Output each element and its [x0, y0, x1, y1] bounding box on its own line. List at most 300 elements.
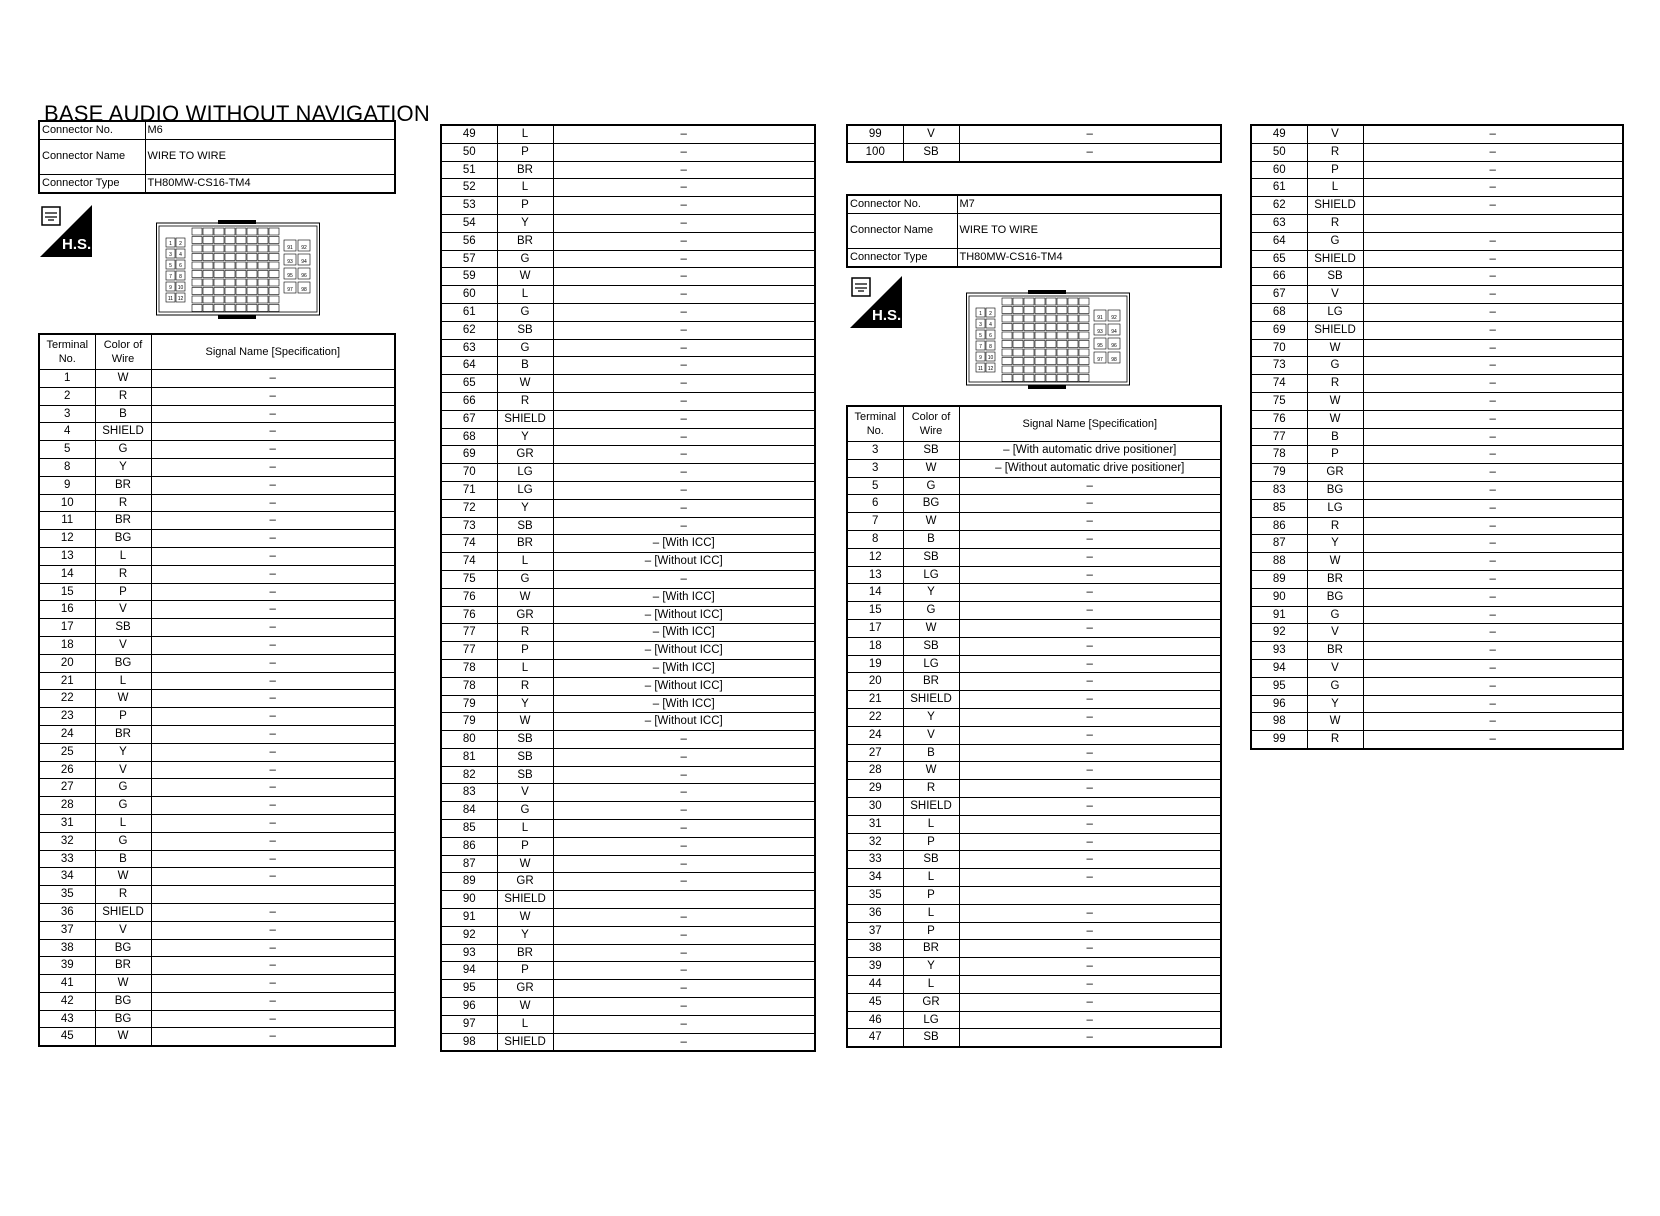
cavity	[1068, 349, 1078, 356]
table-row	[847, 744, 1221, 762]
terminal-no-cell: 17	[39, 619, 95, 637]
wire-color-cell: L	[497, 179, 553, 197]
wire-color-cell: V	[95, 601, 151, 619]
wire-color-cell: SHIELD	[1307, 197, 1363, 215]
signal-name-cell: –	[151, 814, 395, 832]
table-row	[847, 495, 1221, 513]
cavity	[1013, 358, 1023, 365]
cavity	[247, 279, 257, 286]
terminal-no-cell: 21	[847, 691, 903, 709]
cavity-label: 96	[1111, 343, 1117, 349]
wire-color-cell: L	[903, 869, 959, 887]
wire-color-cell: BR	[95, 512, 151, 530]
terminal-no-cell: 79	[441, 695, 497, 713]
terminal-no-cell: 99	[847, 125, 903, 143]
cavity-label: 9	[169, 285, 172, 291]
wire-color-cell: L	[497, 553, 553, 571]
m7-connector-name-row	[847, 213, 1221, 248]
cavity-label: 3	[979, 322, 982, 328]
table-row	[1251, 446, 1623, 464]
terminal-no-cell: 15	[39, 583, 95, 601]
signal-name-cell: –	[151, 939, 395, 957]
terminal-no-cell: 90	[441, 891, 497, 909]
table-row	[847, 815, 1221, 833]
cavity	[1079, 358, 1089, 365]
signal-name-cell: –	[151, 565, 395, 583]
table-row	[847, 143, 1221, 161]
terminal-no-cell: 61	[441, 303, 497, 321]
signal-name-cell: –	[1363, 606, 1623, 624]
table-row	[441, 962, 815, 980]
terminal-no-cell: 65	[1251, 250, 1307, 268]
signal-name-cell: –	[1363, 321, 1623, 339]
hs-badge-text: H.S.	[62, 236, 92, 253]
signal-name-cell: – [With automatic drive positioner]	[959, 442, 1221, 460]
table-row	[847, 477, 1221, 495]
terminal-no-cell: 3	[847, 442, 903, 460]
signal-name-cell: –	[1363, 446, 1623, 464]
cavity	[203, 305, 213, 312]
signal-name-cell: –	[1363, 125, 1623, 143]
cavity-label: 6	[179, 263, 182, 269]
terminal-no-cell: 3	[847, 459, 903, 477]
cavity-label: 94	[301, 259, 307, 265]
terminal-no-cell: 25	[39, 743, 95, 761]
terminal-no-cell: 76	[1251, 410, 1307, 428]
signal-name-cell: –	[151, 672, 395, 690]
table-row	[39, 1028, 395, 1046]
m6-connector-name-value: WIRE TO WIRE	[145, 139, 395, 174]
table-row	[441, 980, 815, 998]
table-row	[1251, 570, 1623, 588]
terminal-no-cell: 98	[1251, 713, 1307, 731]
terminal-no-cell: 1	[39, 370, 95, 388]
signal-name-cell: – [Without ICC]	[553, 713, 815, 731]
cavity-label: 9	[979, 355, 982, 361]
table-row	[441, 535, 815, 553]
terminal-no-header: Terminal No.	[847, 406, 903, 442]
terminal-no-cell: 74	[441, 553, 497, 571]
wire-color-cell: R	[95, 565, 151, 583]
cavity	[1002, 375, 1012, 382]
cavity	[258, 296, 268, 303]
signal-name-cell: –	[959, 726, 1221, 744]
table-row	[1251, 428, 1623, 446]
wire-color-cell: SHIELD	[95, 423, 151, 441]
m6-connector-no-value: M6	[145, 121, 395, 139]
table-row	[39, 370, 395, 388]
cavity-label: 92	[301, 245, 307, 251]
table-row	[39, 868, 395, 886]
cavity	[247, 245, 257, 252]
wire-color-cell: BR	[1307, 642, 1363, 660]
cavity	[269, 228, 279, 235]
signal-name-cell: –	[959, 637, 1221, 655]
terminal-no-cell: 67	[441, 410, 497, 428]
wire-color-cell: P	[497, 962, 553, 980]
terminal-no-cell: 86	[1251, 517, 1307, 535]
signal-name-cell: –	[553, 481, 815, 499]
cavity	[1046, 298, 1056, 305]
signal-name-cell: –	[1363, 339, 1623, 357]
wire-color-cell: BR	[497, 944, 553, 962]
wire-color-cell: SHIELD	[497, 1033, 553, 1051]
cavity	[247, 228, 257, 235]
wire-color-cell: GR	[497, 446, 553, 464]
cavity-label: 10	[987, 355, 994, 361]
signal-name-cell: –	[151, 530, 395, 548]
cavity	[1068, 315, 1078, 322]
table-row	[1251, 250, 1623, 268]
table-row	[441, 464, 815, 482]
wire-color-cell: W	[95, 690, 151, 708]
m6-terminal-table-3	[846, 124, 1222, 163]
cavity	[1002, 315, 1012, 322]
cavity	[192, 271, 202, 278]
cavity	[1046, 341, 1056, 348]
terminal-no-cell: 5	[847, 477, 903, 495]
cavity	[1024, 332, 1034, 339]
terminal-no-cell: 57	[441, 250, 497, 268]
m6-connector-type-value: TH80MW-CS16-TM4	[145, 174, 395, 192]
terminal-no-cell: 3	[39, 405, 95, 423]
table-row	[441, 197, 815, 215]
wire-color-cell: G	[95, 779, 151, 797]
terminal-no-cell: 9	[39, 476, 95, 494]
terminal-no-cell: 22	[847, 708, 903, 726]
table-row	[39, 832, 395, 850]
table-row	[847, 833, 1221, 851]
signal-name-cell: –	[959, 993, 1221, 1011]
signal-name-cell: –	[151, 601, 395, 619]
terminal-no-cell: 20	[39, 654, 95, 672]
wire-color-cell: LG	[497, 464, 553, 482]
table-row	[441, 588, 815, 606]
terminal-no-cell: 99	[1251, 731, 1307, 749]
signal-name-cell: –	[959, 495, 1221, 513]
wire-color-cell: L	[497, 820, 553, 838]
wire-color-cell: R	[95, 494, 151, 512]
wire-color-cell: SHIELD	[497, 891, 553, 909]
terminal-no-cell: 50	[1251, 143, 1307, 161]
table-row	[1251, 179, 1623, 197]
table-row	[1251, 713, 1623, 731]
terminal-no-cell: 33	[847, 851, 903, 869]
m7-connector-face-icon	[966, 290, 1130, 390]
table-row	[847, 1029, 1221, 1047]
connector-no-label: Connector No.	[39, 121, 145, 139]
cavity	[1013, 324, 1023, 331]
wire-color-cell: L	[497, 659, 553, 677]
wire-color-cell: SB	[903, 442, 959, 460]
cavity-label: 7	[979, 344, 982, 350]
terminal-no-cell: 37	[847, 922, 903, 940]
wire-color-cell: P	[497, 143, 553, 161]
signal-name-cell: –	[553, 428, 815, 446]
wire-color-cell: L	[497, 1015, 553, 1033]
table-row	[39, 565, 395, 583]
terminal-no-cell: 10	[39, 494, 95, 512]
table-row	[441, 926, 815, 944]
signal-name-cell: –	[553, 962, 815, 980]
wire-color-cell: P	[903, 886, 959, 904]
signal-name-cell: –	[553, 161, 815, 179]
signal-name-cell: –	[959, 619, 1221, 637]
terminal-no-cell: 83	[441, 784, 497, 802]
signal-name-cell: –	[151, 850, 395, 868]
signal-name-cell: –	[1363, 410, 1623, 428]
cavity	[1002, 358, 1012, 365]
table-row	[39, 779, 395, 797]
terminal-no-cell: 8	[39, 458, 95, 476]
wire-color-cell: P	[1307, 161, 1363, 179]
cavity	[258, 237, 268, 244]
cavity	[1057, 375, 1067, 382]
table-header	[39, 334, 395, 370]
signal-name-cell: –	[959, 940, 1221, 958]
signal-name-cell: –	[1363, 428, 1623, 446]
signal-name-cell: –	[1363, 392, 1623, 410]
signal-name-cell: –	[959, 125, 1221, 143]
cavity	[1035, 358, 1045, 365]
wire-color-cell: SHIELD	[1307, 250, 1363, 268]
table-row	[1251, 286, 1623, 304]
m7-rows-b	[1251, 125, 1623, 749]
terminal-no-cell: 79	[441, 713, 497, 731]
terminal-no-cell: 46	[847, 1011, 903, 1029]
cavity	[192, 279, 202, 286]
signal-name-cell: –	[151, 512, 395, 530]
signal-name-cell: –	[553, 766, 815, 784]
cavity	[192, 228, 202, 235]
terminal-no-cell: 91	[1251, 606, 1307, 624]
table-row	[441, 339, 815, 357]
m6-info-table	[38, 120, 396, 194]
m7-rows-a	[847, 442, 1221, 1048]
signal-name-cell: –	[553, 268, 815, 286]
table-row	[1251, 659, 1623, 677]
cavity	[236, 305, 246, 312]
connector-name-label: Connector Name	[847, 213, 957, 248]
wire-color-cell: R	[903, 780, 959, 798]
wire-color-cell: SB	[497, 517, 553, 535]
cavity	[1046, 307, 1056, 314]
signal-name-cell: –	[959, 548, 1221, 566]
terminal-no-cell: 52	[441, 179, 497, 197]
wire-color-cell: GR	[497, 873, 553, 891]
wire-color-cell: W	[903, 619, 959, 637]
table-row	[441, 837, 815, 855]
terminal-no-cell: 74	[1251, 375, 1307, 393]
signal-name-cell: –	[959, 1011, 1221, 1029]
terminal-no-cell: 22	[39, 690, 95, 708]
wire-color-cell: SB	[95, 619, 151, 637]
color-of-wire-header: Color of Wire	[903, 406, 959, 442]
table-row	[39, 423, 395, 441]
cavity	[1035, 332, 1045, 339]
cavity	[1024, 375, 1034, 382]
signal-name-cell	[553, 891, 815, 909]
table-row	[39, 939, 395, 957]
cavity	[1068, 298, 1078, 305]
wire-color-cell: SHIELD	[1307, 321, 1363, 339]
cavity	[269, 254, 279, 261]
signal-name-cell: –	[1363, 624, 1623, 642]
wire-color-cell: R	[1307, 731, 1363, 749]
cavity-label: 96	[301, 273, 307, 279]
signal-name-cell: –	[553, 179, 815, 197]
terminal-no-cell: 98	[441, 1033, 497, 1051]
cavity	[1079, 349, 1089, 356]
signal-name-cell: –	[553, 731, 815, 749]
signal-name-cell: –	[1363, 286, 1623, 304]
wire-color-cell: BR	[903, 673, 959, 691]
signal-name-cell: –	[151, 708, 395, 726]
signal-name-cell: –	[553, 944, 815, 962]
cavity-label: 5	[169, 263, 172, 269]
table-row	[441, 748, 815, 766]
cavity	[1024, 358, 1034, 365]
wire-color-cell: G	[95, 797, 151, 815]
signal-name-cell: –	[1363, 161, 1623, 179]
terminal-no-cell: 77	[1251, 428, 1307, 446]
terminal-no-cell: 27	[847, 744, 903, 762]
signal-name-cell: –	[151, 636, 395, 654]
cavity-label: 4	[179, 252, 182, 258]
table-row	[39, 494, 395, 512]
wire-color-cell: LG	[903, 655, 959, 673]
terminal-no-cell: 8	[847, 530, 903, 548]
table-row	[39, 476, 395, 494]
cavity-label: 93	[287, 259, 293, 265]
wire-color-cell: V	[903, 726, 959, 744]
wire-color-cell: W	[497, 268, 553, 286]
wire-color-cell: V	[1307, 125, 1363, 143]
table-row	[1251, 357, 1623, 375]
signal-name-cell: –	[553, 980, 815, 998]
signal-name-cell: –	[1363, 303, 1623, 321]
wire-color-cell: SB	[903, 637, 959, 655]
signal-name-cell: –	[553, 926, 815, 944]
cavity	[1002, 349, 1012, 356]
cavity	[269, 245, 279, 252]
wire-color-cell: G	[1307, 232, 1363, 250]
cavity-label: 8	[989, 344, 992, 350]
signal-name-cell: –	[151, 441, 395, 459]
cavity-label: 97	[287, 287, 293, 293]
signal-name-cell: –	[1363, 143, 1623, 161]
wire-color-cell: G	[95, 441, 151, 459]
wire-color-cell: GR	[497, 606, 553, 624]
wire-color-cell: SB	[903, 851, 959, 869]
cavity	[225, 254, 235, 261]
wire-color-cell: P	[95, 708, 151, 726]
wire-color-cell: L	[95, 547, 151, 565]
cavity	[236, 279, 246, 286]
table-row	[1251, 392, 1623, 410]
wire-color-cell: W	[1307, 553, 1363, 571]
terminal-no-cell: 13	[847, 566, 903, 584]
cavity	[1079, 315, 1089, 322]
cavity	[1013, 332, 1023, 339]
signal-name-cell: –	[151, 458, 395, 476]
table-row	[847, 619, 1221, 637]
table-row	[847, 780, 1221, 798]
cavity-label: 93	[1097, 329, 1103, 335]
signal-name-cell: –	[151, 992, 395, 1010]
table-row	[39, 814, 395, 832]
table-row	[39, 743, 395, 761]
table-row	[441, 784, 815, 802]
table-row	[39, 921, 395, 939]
terminal-no-cell: 63	[441, 339, 497, 357]
table-row	[441, 250, 815, 268]
cavity	[1035, 375, 1045, 382]
cavity	[1068, 366, 1078, 373]
wire-color-cell: W	[903, 459, 959, 477]
terminal-no-cell: 62	[441, 321, 497, 339]
table-row	[1251, 197, 1623, 215]
wire-color-cell: Y	[497, 695, 553, 713]
cavity	[1002, 332, 1012, 339]
cavity	[1013, 375, 1023, 382]
terminal-no-cell: 12	[39, 530, 95, 548]
cavity	[203, 288, 213, 295]
terminal-no-cell: 61	[1251, 179, 1307, 197]
cavity-label: 97	[1097, 357, 1103, 363]
table-row	[847, 673, 1221, 691]
wire-color-cell: Y	[1307, 535, 1363, 553]
cavity	[203, 296, 213, 303]
signal-name-cell: –	[553, 464, 815, 482]
wire-color-cell: Y	[903, 584, 959, 602]
table-row	[39, 975, 395, 993]
table-row	[39, 690, 395, 708]
table-row	[441, 1015, 815, 1033]
table-row	[1251, 232, 1623, 250]
m6-rows-c	[847, 125, 1221, 162]
wire-color-cell: W	[1307, 713, 1363, 731]
wire-color-cell: Y	[497, 499, 553, 517]
signal-name-cell: –	[553, 784, 815, 802]
cavity	[225, 228, 235, 235]
wire-color-cell: W	[497, 998, 553, 1016]
wire-color-cell: GR	[497, 980, 553, 998]
signal-name-cell: –	[553, 250, 815, 268]
page-title: BASE AUDIO WITHOUT NAVIGATION	[44, 101, 430, 126]
hs-harness-side-icon	[40, 205, 92, 257]
cavity	[269, 262, 279, 269]
m7-info-table	[846, 194, 1222, 268]
cavity-label: 92	[1111, 315, 1117, 321]
color-of-wire-header: Color of Wire	[95, 334, 151, 370]
wire-color-cell: BR	[497, 161, 553, 179]
table-row	[39, 387, 395, 405]
signal-name-cell: – [Without ICC]	[553, 553, 815, 571]
table-row	[441, 446, 815, 464]
table-row	[39, 619, 395, 637]
wire-color-cell: GR	[1307, 464, 1363, 482]
table-row	[1251, 588, 1623, 606]
signal-name-cell: – [Without ICC]	[553, 677, 815, 695]
terminal-no-cell: 5	[39, 441, 95, 459]
cavity	[258, 228, 268, 235]
terminal-no-cell: 79	[1251, 464, 1307, 482]
terminal-no-cell: 26	[39, 761, 95, 779]
wire-color-cell: B	[95, 405, 151, 423]
m7-connector-no-row	[847, 195, 1221, 213]
table-row	[1251, 410, 1623, 428]
